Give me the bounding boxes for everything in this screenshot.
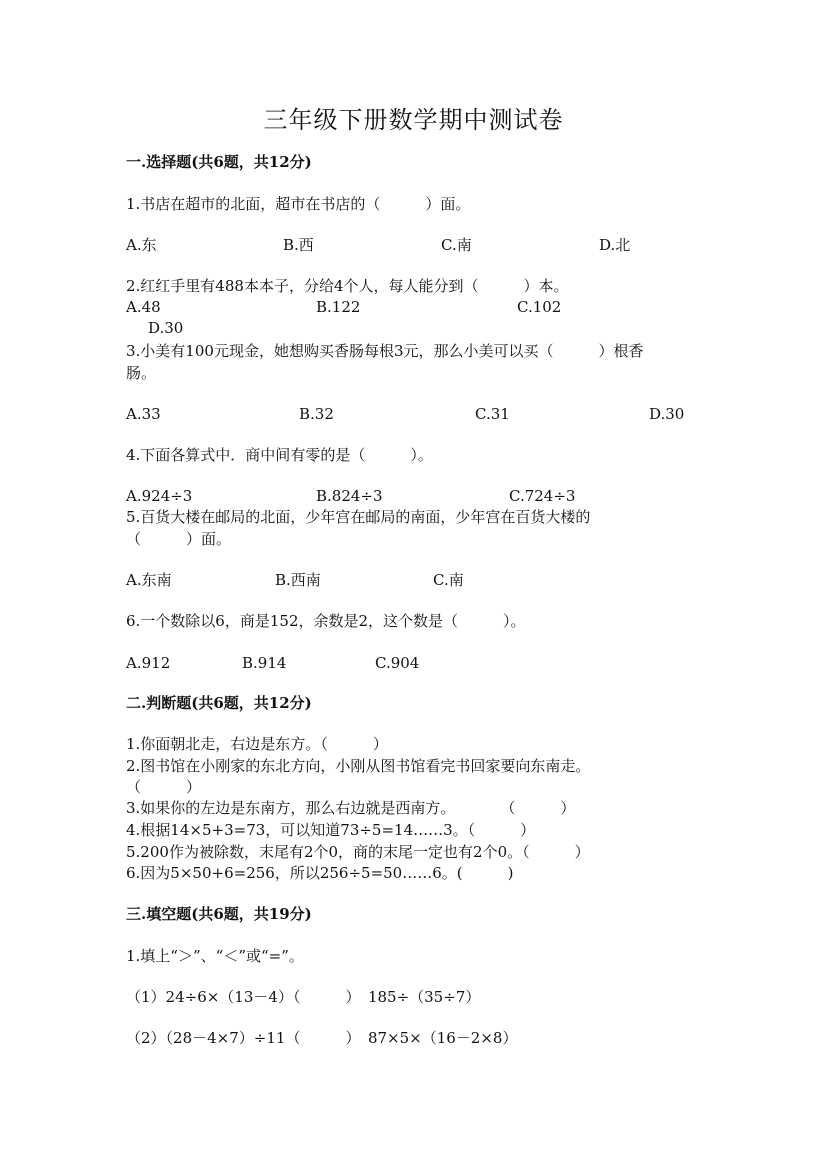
question-3-cont: 肠。 <box>126 364 157 382</box>
option-4b: B.824÷3 <box>316 487 383 505</box>
option-2c: C.102 <box>517 298 562 316</box>
section-heading-fill: 三.填空题(共6题，共19分) <box>126 905 312 923</box>
section-heading-choice: 一.选择题(共6题，共12分) <box>126 153 312 171</box>
judge-line-4: 4.根据14×5+3=73，可以知道73÷5=14……3。（ ） <box>126 821 536 839</box>
option-6a: A.912 <box>126 654 171 672</box>
question-2: 2.红红手里有488本本子，分给4个人，每人能分到（ ）本。 <box>126 277 569 295</box>
option-5c: C.南 <box>433 571 464 589</box>
fill-line-2: （1）24÷6×（13－4）（ ） 185÷（35÷7） <box>126 988 481 1006</box>
question-4: 4.下面各算式中．商中间有零的是（ ）。 <box>126 446 433 464</box>
question-3: 3.小美有100元现金，她想购买香肠每根3元，那么小美可以买（ ）根香 <box>126 342 644 360</box>
judge-line-6: 6.因为5×50+6=256，所以256÷5=50……6。( ) <box>126 864 514 882</box>
question-5: 5.百货大楼在邮局的北面，少年宫在邮局的南面，少年宫在百货大楼的 <box>126 508 591 526</box>
judge-line-3: 3.如果你的左边是东南方，那么右边就是西南方。 （ ） <box>126 799 576 817</box>
option-2a: A.48 <box>126 298 161 316</box>
option-3b: B.32 <box>299 405 334 423</box>
option-1a: A.东 <box>126 236 157 254</box>
question-5-cont: （ ）面。 <box>126 530 232 548</box>
question-1: 1.书店在超市的北面，超市在书店的（ ）面。 <box>126 195 471 213</box>
option-5b: B.西南 <box>275 571 321 589</box>
option-1b: B.西 <box>283 236 314 254</box>
option-3a: A.33 <box>126 405 161 423</box>
judge-line-2-cont: （ ） <box>126 778 202 796</box>
option-2d: D.30 <box>148 319 184 337</box>
section-heading-judge: 二.判断题(共6题，共12分) <box>126 694 312 712</box>
fill-line-3: （2）（28－4×7）÷11（ ） 87×5×（16－2×8） <box>126 1029 518 1047</box>
option-1c: C.南 <box>441 236 472 254</box>
option-4a: A.924÷3 <box>126 487 193 505</box>
option-2b: B.122 <box>316 298 361 316</box>
judge-line-2: 2.图书馆在小刚家的东北方向，小刚从图书馆看完书回家要向东南走。 <box>126 757 591 775</box>
question-6: 6.一个数除以6，商是152，余数是2，这个数是（ ）。 <box>126 612 526 630</box>
option-6c: C.904 <box>375 654 420 672</box>
option-3c: C.31 <box>475 405 510 423</box>
option-5a: A.东南 <box>126 571 172 589</box>
judge-line-5: 5.200作为被除数，末尾有2个0，商的末尾一定也有2个0。（ ） <box>126 843 590 861</box>
fill-line-1: 1.填上“＞”、“＜”或“=”。 <box>126 947 304 965</box>
judge-line-1: 1.你面朝北走，右边是东方。（ ） <box>126 735 388 753</box>
option-4c: C.724÷3 <box>509 487 576 505</box>
exam-title: 三年级下册数学期中测试卷 <box>263 106 564 134</box>
option-3d: D.30 <box>649 405 685 423</box>
option-1d: D.北 <box>599 236 631 254</box>
option-6b: B.914 <box>242 654 287 672</box>
